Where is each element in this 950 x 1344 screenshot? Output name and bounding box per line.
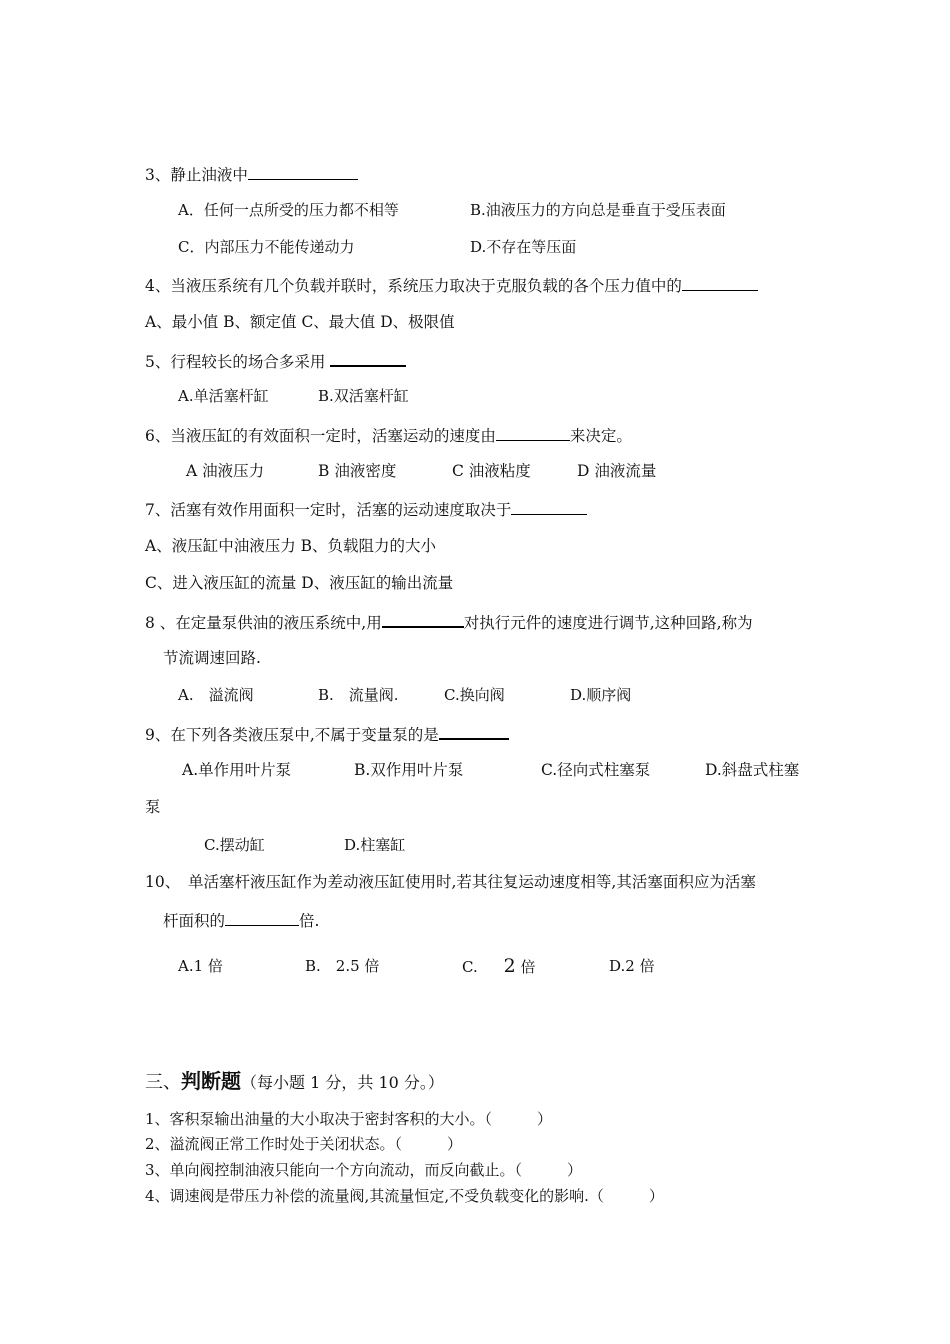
- q10-stem-cont-pre: 杆面积的: [163, 912, 226, 930]
- section-number: 三、: [145, 1072, 181, 1093]
- q8-stem-continued: 节流调速回路.: [163, 649, 261, 667]
- q9-option-a: A.单作用叶片泵: [182, 761, 292, 779]
- answer-blank: [511, 498, 587, 515]
- q7-options-line1: A、液压缸中油液压力 B、负载阻力的大小: [145, 537, 437, 555]
- q5-stem-text: 5、行程较长的场合多采用: [145, 353, 326, 371]
- section-title: 判断题: [181, 1069, 241, 1093]
- q8-stem-post: 对执行元件的速度进行调节,这种回路,称为: [463, 614, 753, 632]
- q10-option-c-label: C.: [462, 958, 478, 976]
- q10-stem-cont-post: 倍.: [299, 912, 320, 930]
- q9-option-b: B.双作用叶片泵: [354, 761, 464, 779]
- q6-option-b: B 油液密度: [318, 462, 397, 480]
- q6-stem: [145, 424, 632, 446]
- q9-option-d: D.斜盘式柱塞: [705, 761, 800, 779]
- q6-option-c: C 油液粘度: [452, 462, 531, 480]
- q9-stem: [145, 722, 509, 745]
- q3-option-b: B.油液压力的方向总是垂直于受压表面: [470, 201, 726, 219]
- answer-blank: [682, 274, 758, 291]
- judge-item: 4、调速阀是带压力补偿的流量阀,其流量恒定,不受负载变化的影响.（ ）: [145, 1187, 664, 1205]
- q9-extra-option-d: D.柱塞缸: [344, 836, 406, 854]
- judge-item: 2、溢流阀正常工作时处于关闭状态。（ ）: [145, 1135, 463, 1153]
- q3-stem: [145, 163, 358, 185]
- answer-blank: [248, 163, 358, 180]
- q10-stem: 10、 单活塞杆液压缸作为差动液压缸使用时,若其往复运动速度相等,其活塞面积应为活塞: [145, 873, 756, 891]
- judge-item: 3、单向阀控制油液只能向一个方向流动，而反向截止。（ ）: [145, 1161, 583, 1179]
- answer-blank: [382, 610, 464, 628]
- q9-extra-option-c: C.摆动缸: [204, 836, 265, 854]
- q4-options: A、最小值 B、额定值 C、最大值 D、极限值: [145, 313, 455, 331]
- q4-stem: [145, 274, 758, 296]
- q10-option-c-unit: 倍: [520, 958, 536, 976]
- q10-stem-continued: [163, 909, 319, 931]
- q10-option-c: [462, 956, 536, 977]
- q8-stem: [145, 610, 753, 633]
- section-note: （每小题 1 分，共 10 分。）: [241, 1073, 444, 1092]
- q8-option-c: C.换向阀: [444, 686, 505, 704]
- q4-stem-text: 4、当液压系统有几个负载并联时，系统压力取决于克服负载的各个压力值中的: [145, 277, 682, 295]
- answer-blank: [330, 349, 406, 367]
- q6-option-a: A 油液压力: [186, 462, 265, 480]
- q9-stem-text: 9、在下列各类液压泵中,不属于变量泵的是: [145, 726, 439, 744]
- q8-option-a: A. 溢流阀: [178, 686, 254, 704]
- q3-stem-text: 3、静止油液中: [145, 166, 248, 184]
- q7-stem-text: 7、活塞有效作用面积一定时，活塞的运动速度取决于: [145, 501, 512, 519]
- q3-option-a: A．任何一点所受的压力都不相等: [178, 201, 399, 219]
- q5-option-b: B.双活塞杆缸: [318, 387, 409, 405]
- answer-blank: [496, 424, 570, 441]
- answer-blank: [225, 909, 299, 926]
- q6-option-d: D 油液流量: [577, 462, 657, 480]
- q10-option-d: D.2 倍: [609, 957, 655, 975]
- q5-stem: [145, 349, 406, 372]
- q9-option-d-wrap: 泵: [145, 798, 161, 816]
- q3-option-c: C．内部压力不能传递动力: [178, 238, 355, 256]
- q10-option-b: B. 2.5 倍: [305, 957, 380, 975]
- q7-options-line2: C、进入液压缸的流量 D、液压缸的输出流量: [145, 574, 454, 592]
- q8-option-b: B. 流量阀.: [318, 686, 399, 704]
- q3-option-d: D.不存在等压面: [470, 238, 577, 256]
- answer-blank: [439, 722, 509, 740]
- q6-stem-pre: 6、当液压缸的有效面积一定时，活塞运动的速度由: [145, 427, 496, 445]
- q7-stem: [145, 498, 587, 520]
- q6-stem-post: 来决定。: [569, 427, 632, 445]
- q9-option-c: C.径向式柱塞泵: [541, 761, 651, 779]
- q5-option-a: A.单活塞杆缸: [178, 387, 269, 405]
- q10-option-a: A.1 倍: [178, 957, 223, 975]
- q10-option-c-value: 2: [503, 955, 516, 977]
- q8-option-d: D.顺序阀: [570, 686, 632, 704]
- judge-item: 1、客积泵输出油量的大小取决于密封客积的大小。（ ）: [145, 1110, 553, 1128]
- q8-stem-pre: 8 、在定量泵供油的液压系统中,用: [145, 614, 382, 632]
- section-heading: [145, 1069, 444, 1095]
